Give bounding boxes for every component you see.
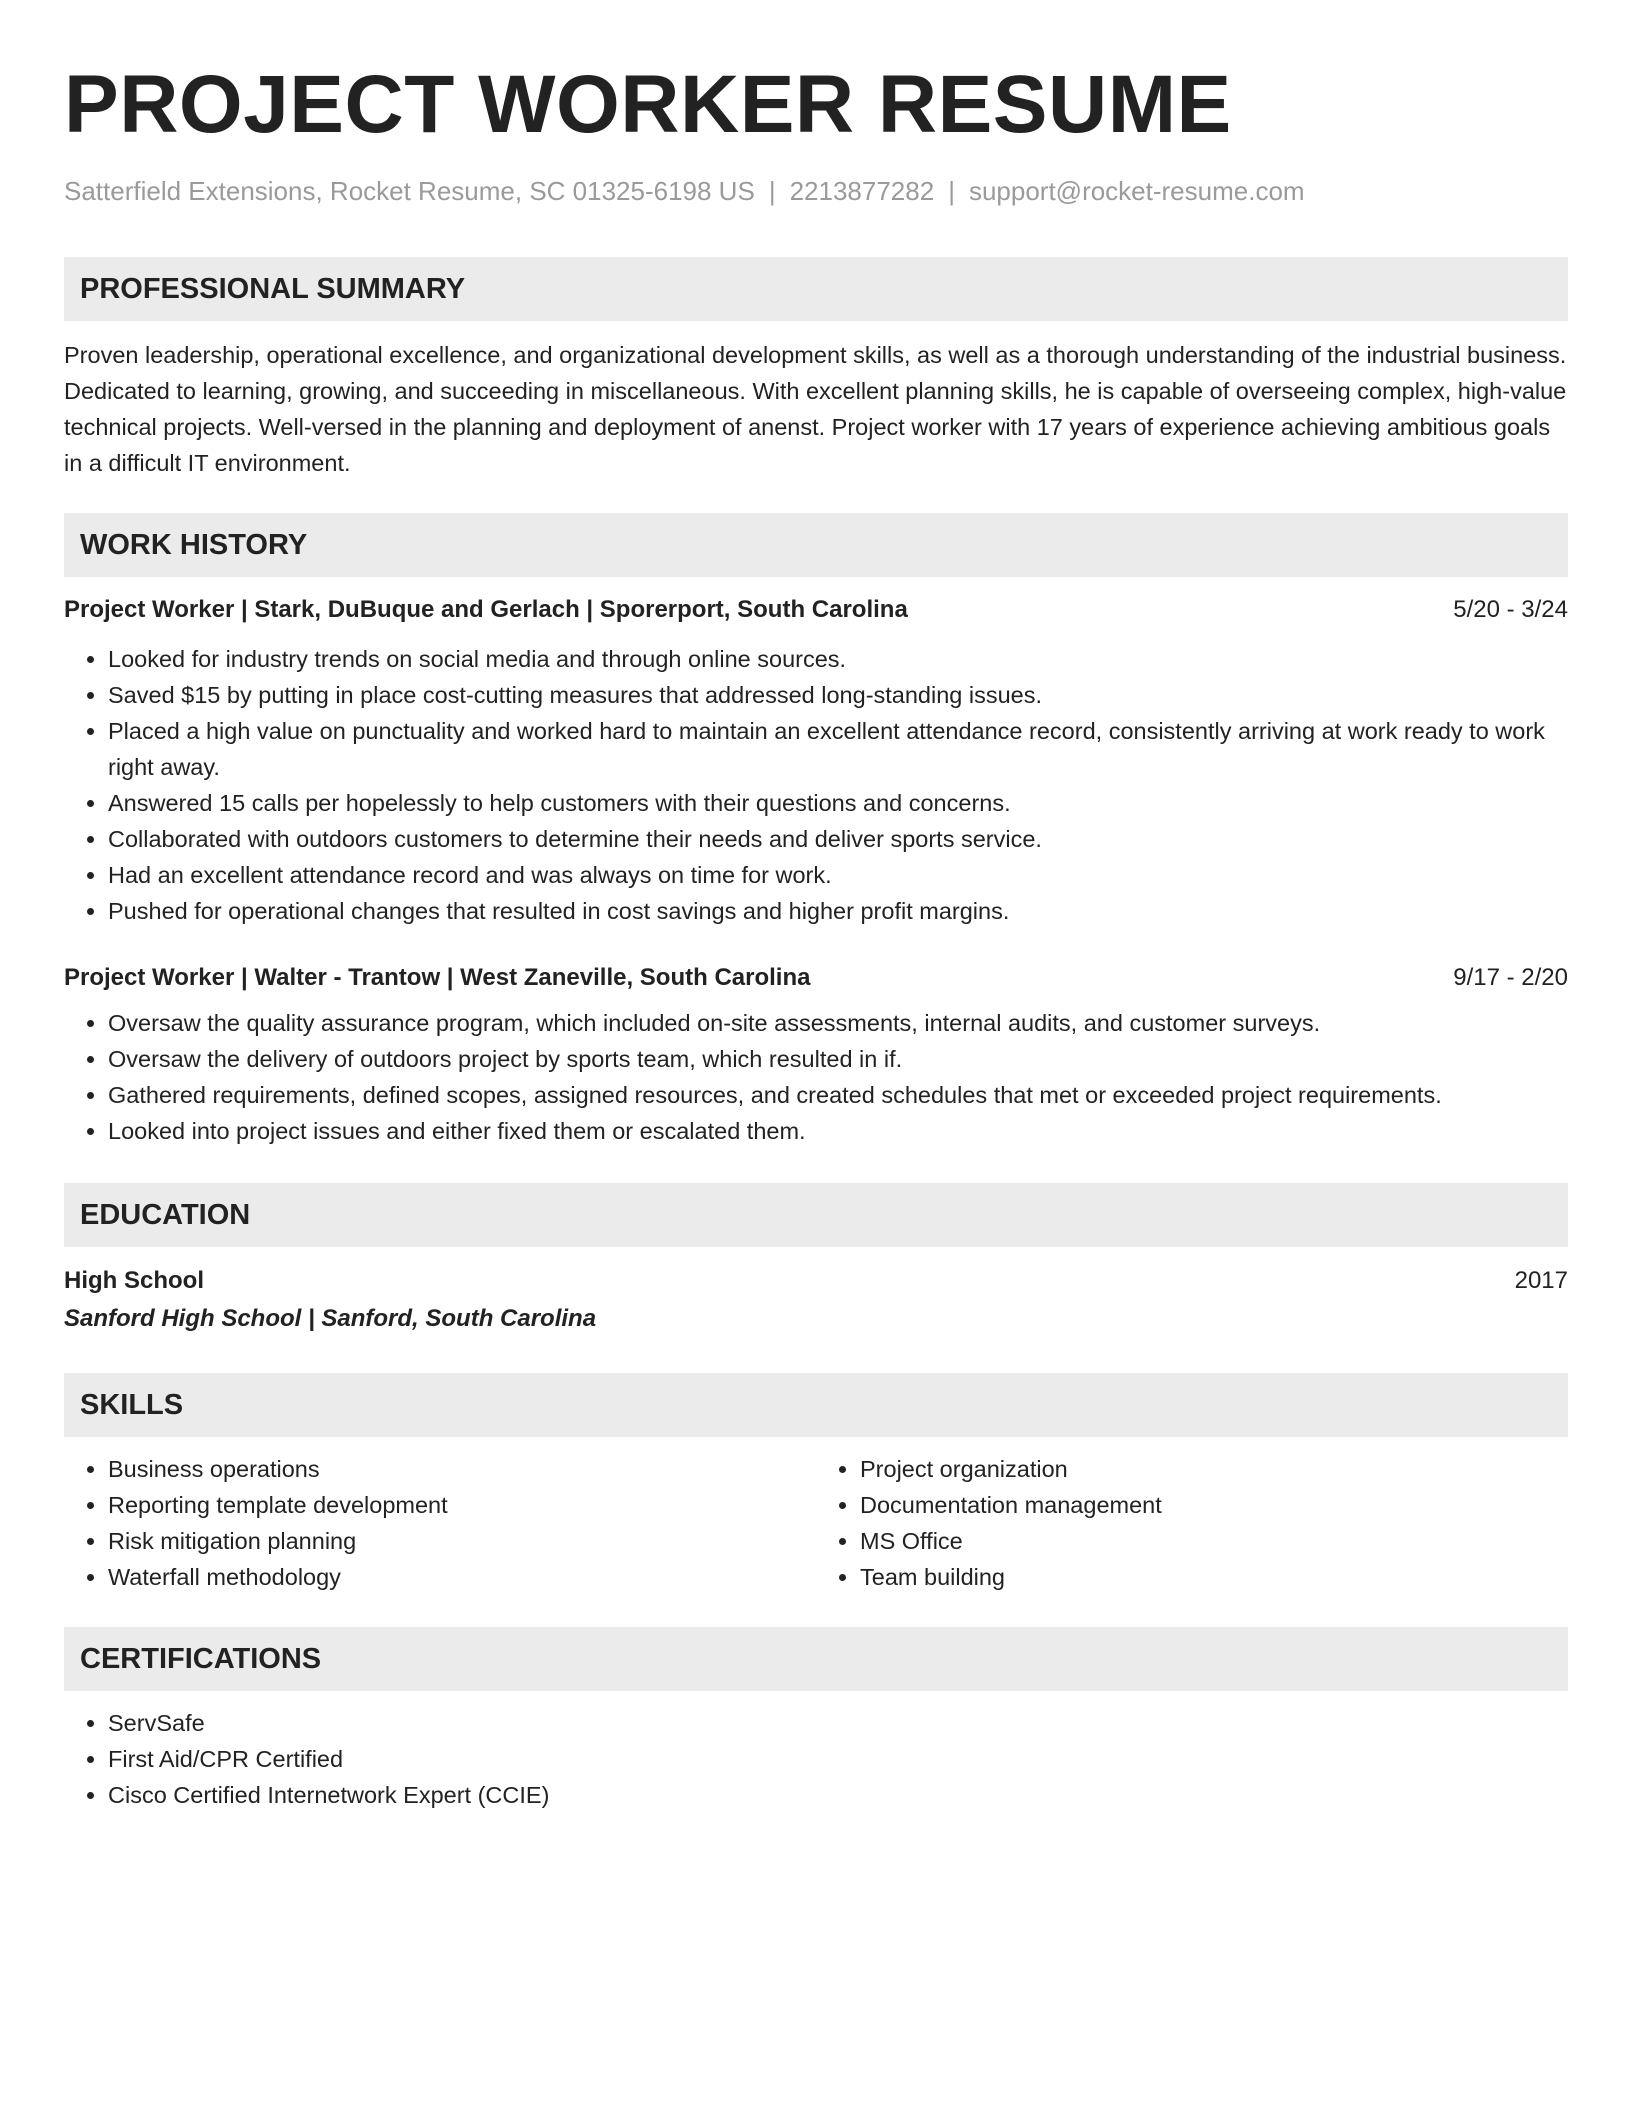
contact-email: support@rocket-resume.com <box>968 176 1305 206</box>
list-item: • Project organization <box>860 1451 1568 1487</box>
list-item: • Waterfall methodology <box>108 1559 816 1595</box>
job-bullets <box>64 1005 1568 1149</box>
section-heading-summary: PROFESSIONAL SUMMARY <box>64 257 1568 321</box>
skills-column-left <box>64 1451 816 1595</box>
job-dates: 9/17 - 2/20 <box>1453 964 1568 991</box>
education-school: Sanford High School | Sanford, South Carolina <box>64 1305 597 1332</box>
list-item: • Had an excellent attendance record and was always on time for work. <box>108 857 1568 893</box>
job-entry <box>64 961 1568 1149</box>
list-item: • Business operations <box>108 1451 816 1487</box>
summary-text: Proven leadership, operational excellence, and organizational development skills, as well as a thorough understanding of the industrial business. Dedicated to learning, growing, and succeeding in miscellaneous. With excellent planning skills, he is capable of overseeing complex, high-value technical projects. Well-versed in the planning and deployment of anenst. Project worker with 17 years of experience achieving ambitious goals in a difficult IT environment. <box>64 342 1567 476</box>
job-title: Project Worker | Stark, DuBuque and Gerlach | Sporerport, South Carolina <box>64 596 908 623</box>
contact-address: Satterfield Extensions, Rocket Resume, SC 01325-6198 US <box>64 176 755 206</box>
list-item: • First Aid/CPR Certified <box>108 1741 1568 1777</box>
list-item: • MS Office <box>860 1523 1568 1559</box>
list-item: • Team building <box>860 1559 1568 1595</box>
education-entry <box>64 1263 1568 1339</box>
list-item: • Placed a high value on punctuality and worked hard to maintain an excellent attendance record, consistently arriving at work ready to work right away. <box>108 713 1568 785</box>
contact-separator: | <box>768 176 776 206</box>
list-item: • Risk mitigation planning <box>108 1523 816 1559</box>
job-entry <box>64 593 1568 929</box>
list-item: • Oversaw the delivery of outdoors project by sports team, which resulted in if. <box>108 1041 1568 1077</box>
list-item: • Cisco Certified Internetwork Expert (CCIE) <box>108 1777 1568 1813</box>
list-item: • Gathered requirements, defined scopes, assigned resources, and created schedules that met or exceeded project requirements. <box>108 1077 1568 1113</box>
job-header <box>64 593 1568 627</box>
list-item: • Answered 15 calls per hopelessly to help customers with their questions and concerns. <box>108 785 1568 821</box>
resume-title: PROJECT WORKER RESUME <box>64 59 1232 150</box>
contact-phone: 2213877282 <box>789 176 935 206</box>
list-item: • Saved $15 by putting in place cost-cutting measures that addressed long-standing issues. <box>108 677 1568 713</box>
list-item: • Looked into project issues and either fixed them or escalated them. <box>108 1113 1568 1149</box>
section-heading-skills: SKILLS <box>64 1373 1568 1437</box>
education-degree: High School <box>64 1267 204 1294</box>
skills-column-right <box>816 1451 1568 1595</box>
contact-line <box>64 176 1568 207</box>
list-item: • Oversaw the quality assurance program, which included on-site assessments, internal audits, and customer surveys. <box>108 1005 1568 1041</box>
section-heading-education: EDUCATION <box>64 1183 1568 1247</box>
job-dates: 5/20 - 3/24 <box>1453 596 1568 623</box>
list-item: • Documentation management <box>860 1487 1568 1523</box>
job-header <box>64 961 1568 995</box>
certifications-list <box>64 1705 1568 1813</box>
job-title: Project Worker | Walter - Trantow | West Zaneville, South Carolina <box>64 964 811 991</box>
list-item: • Collaborated with outdoors customers to determine their needs and deliver sports service. <box>108 821 1568 857</box>
contact-separator: | <box>948 176 955 206</box>
section-heading-work-history: WORK HISTORY <box>64 513 1568 577</box>
education-header <box>64 1263 1568 1299</box>
section-heading-certifications: CERTIFICATIONS <box>64 1627 1568 1691</box>
list-item: • Reporting template development <box>108 1487 816 1523</box>
list-item: • Looked for industry trends on social media and through online sources. <box>108 641 1568 677</box>
skills-grid <box>64 1451 1568 1595</box>
list-item: • ServSafe <box>108 1705 1568 1741</box>
education-year: 2017 <box>1514 1267 1568 1294</box>
job-bullets <box>64 641 1568 929</box>
list-item: • Pushed for operational changes that resulted in cost savings and higher profit margins. <box>108 893 1568 929</box>
